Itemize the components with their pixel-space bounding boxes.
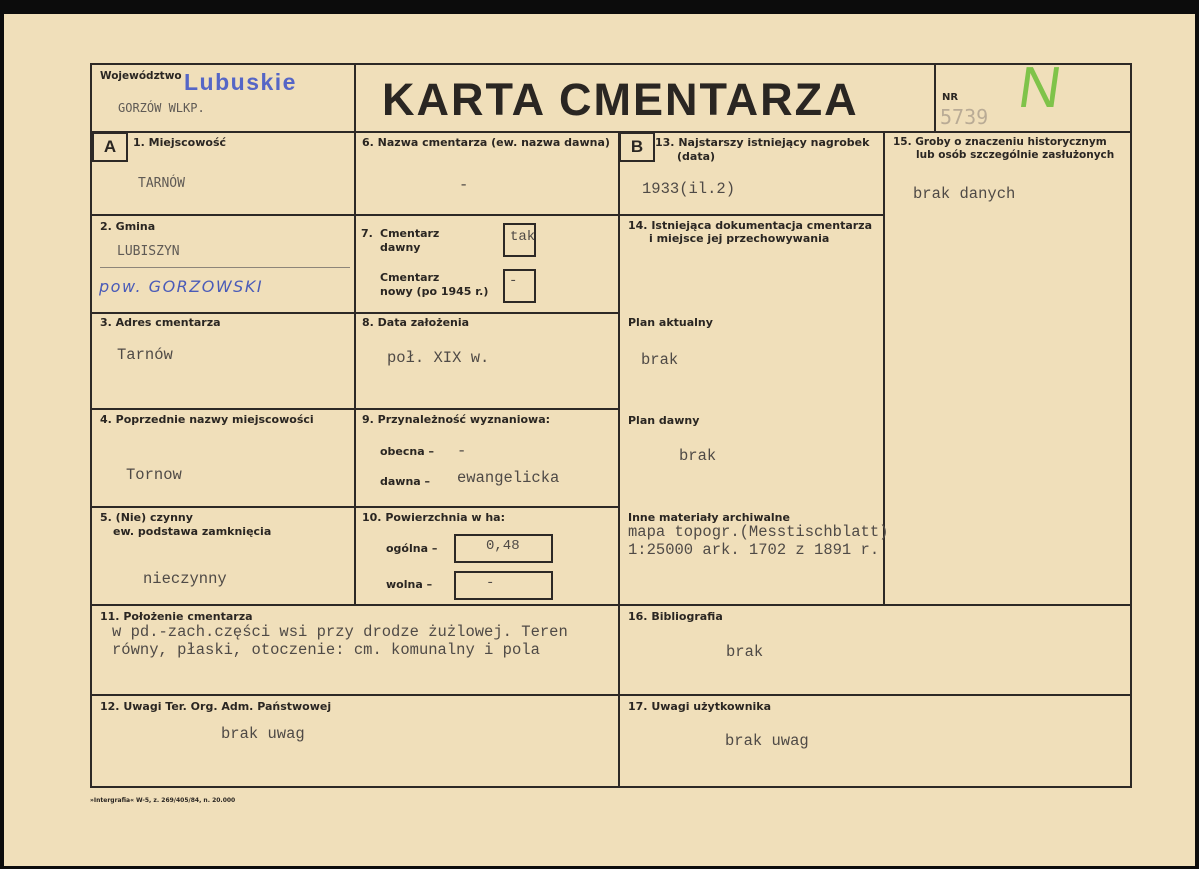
rule-row5 <box>91 604 1132 606</box>
field-2-divider <box>100 267 350 268</box>
field-8-value: poł. XIX w. <box>387 349 490 367</box>
rule-row6 <box>91 694 1132 696</box>
rule-top <box>91 63 1132 65</box>
field-16-value: brak <box>726 643 764 661</box>
field-4-value: Tornow <box>126 466 182 484</box>
field-13-label-line1: 13. Najstarszy istniejący nagrobek <box>655 136 870 149</box>
section-b-box: B <box>619 132 655 162</box>
voivodeship-stamp: Lubuskie <box>184 69 297 95</box>
field-9-current-label: obecna – <box>380 445 434 458</box>
field-11-label: 11. Położenie cmentarza <box>100 610 253 623</box>
field-14-other-value-line1: mapa topogr.(Messtischblatt) <box>628 523 889 541</box>
cemetery-card <box>4 14 1195 866</box>
field-9-former-value: ewangelicka <box>457 469 560 487</box>
field-5-value: nieczynny <box>143 570 227 588</box>
field-7-old-label-line1: Cmentarz <box>380 227 440 240</box>
field-17-label: 17. Uwagi użytkownika <box>628 700 772 713</box>
field-10-free-box <box>454 571 553 600</box>
field-7-old-value: tak <box>510 229 536 245</box>
field-3-label: 3. Adres cmentarza <box>100 316 221 329</box>
rule-bottom <box>91 786 1132 788</box>
field-7-new-label-line1: Cmentarz <box>380 271 440 284</box>
field-7-label: 7. <box>361 227 373 240</box>
field-14-other-value-line2: 1:25000 ark. 1702 z 1891 r. <box>628 541 880 559</box>
field-11-value-line2: równy, płaski, otoczenie: cm. komunalny i pola <box>112 641 540 659</box>
nr-marker-mark: N <box>1014 55 1066 120</box>
nr-label: NR <box>942 92 959 103</box>
field-4-label: 4. Poprzednie nazwy miejscowości <box>100 413 314 426</box>
field-5-label-line1: 5. (Nie) czynny <box>100 511 193 524</box>
field-2-handwritten: pow. GORZOWSKI <box>99 277 264 296</box>
field-7-old-label-line2: dawny <box>380 241 421 254</box>
field-9-current-value: - <box>457 442 467 460</box>
field-8-label: 8. Data założenia <box>362 316 470 329</box>
field-2-value: LUBISZYN <box>117 244 180 259</box>
field-7-new-label-line2: nowy (po 1945 r.) <box>380 285 489 298</box>
field-10-label: 10. Powierzchnia w ha: <box>362 511 506 524</box>
section-a-box: A <box>92 132 128 162</box>
field-15-label-line2: lub osób szczególnie zasłużonych <box>916 149 1115 161</box>
field-6-label: 6. Nazwa cmentarza (ew. nazwa dawna) <box>362 136 610 149</box>
nr-value: 5739 <box>940 105 989 129</box>
field-13-label-line2: (data) <box>677 150 716 163</box>
field-14-plan-old-label: Plan dawny <box>628 414 700 427</box>
field-9-label: 9. Przynależność wyznaniowa: <box>362 413 551 426</box>
field-2-label: 2. Gmina <box>100 220 156 233</box>
rule-b-row1 <box>619 214 885 216</box>
field-1-value: TARNÓW <box>138 176 185 191</box>
field-10-total-value: 0,48 <box>486 538 520 554</box>
field-13-value: 1933(il.2) <box>642 180 736 198</box>
field-10-total-label: ogólna – <box>386 542 438 555</box>
rule-nr <box>934 63 936 133</box>
field-14-label-line2: i miejsce jej przechowywania <box>649 232 830 245</box>
field-1-label: 1. Miejscowość <box>133 136 227 149</box>
footer-imprint: »Intergrafia« W-5, z. 269/405/84, n. 20.000 <box>90 797 236 804</box>
field-7-new-value: - <box>509 273 518 289</box>
field-16-label: 16. Bibliografia <box>628 610 723 623</box>
field-17-value: brak uwag <box>725 732 809 750</box>
field-5-label-line2: ew. podstawa zamknięcia <box>113 525 272 538</box>
field-14-plan-current-label: Plan aktualny <box>628 316 713 329</box>
field-12-label: 12. Uwagi Ter. Org. Adm. Państwowej <box>100 700 332 713</box>
field-15-value: brak danych <box>913 185 1016 203</box>
rule-col2 <box>618 132 620 788</box>
field-9-former-label: dawna – <box>380 475 431 488</box>
field-10-free-value: - <box>486 575 495 591</box>
field-14-label-line1: 14. Istniejąca dokumentacja cmentarza <box>628 219 873 232</box>
rule-header-bottom <box>91 131 1132 133</box>
field-7-new-box <box>503 269 536 303</box>
rule-col1 <box>354 63 356 606</box>
field-3-value: Tarnów <box>117 346 173 364</box>
field-14-plan-current-value: brak <box>641 351 679 369</box>
rule-right <box>1130 63 1132 788</box>
field-10-free-label: wolna – <box>386 578 433 591</box>
field-11-value-line1: w pd.-zach.części wsi przy drodze żużlowej. Teren <box>112 623 568 641</box>
rule-left <box>90 63 92 788</box>
field-15-label-line1: 15. Groby o znaczeniu historycznym <box>893 136 1107 148</box>
voivodeship-typed: GORZÓW WLKP. <box>118 101 205 115</box>
voivodeship-label: Województwo <box>100 70 182 82</box>
field-6-value: - <box>459 176 469 194</box>
field-14-plan-old-value: brak <box>679 447 717 465</box>
field-14-other-label: Inne materiały archiwalne <box>628 511 790 524</box>
field-12-value: brak uwag <box>221 725 305 743</box>
card-title: KARTA CMENTARZA <box>382 74 859 125</box>
